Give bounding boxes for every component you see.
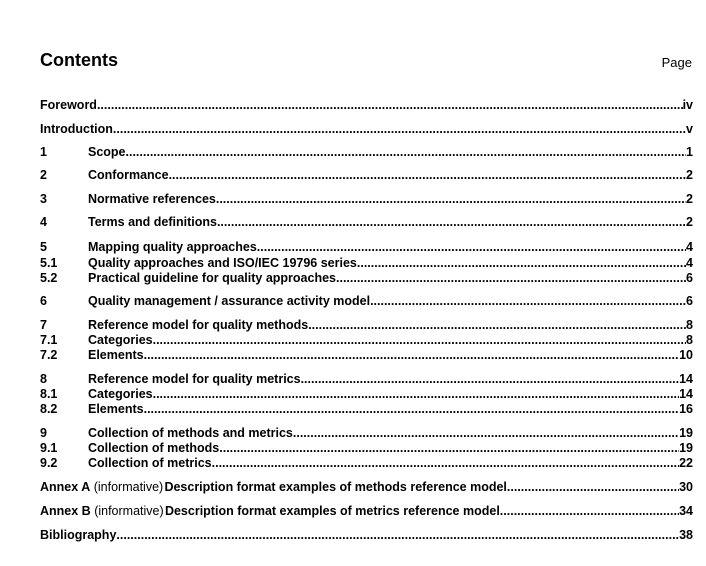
toc-section-number: 1 [40, 145, 47, 159]
toc-entry-text: Elements [88, 402, 144, 416]
toc-entry-3[interactable] [40, 192, 693, 207]
toc-entry-8-2[interactable] [40, 402, 693, 417]
toc-entry-text: Practical guideline for quality approaches [88, 271, 336, 285]
toc-page-number: 8 [686, 318, 693, 332]
leader-dots [357, 256, 686, 271]
page-column-label: Page [661, 55, 692, 70]
leader-dots [126, 145, 687, 160]
toc-entry-8-1[interactable] [40, 387, 693, 402]
toc-entry-text: Conformance [88, 168, 169, 182]
toc-section-number: 7.2 [40, 348, 58, 362]
toc-page-number: 30 [679, 480, 693, 494]
toc-page-number: 2 [686, 215, 693, 229]
toc-entry-5-1[interactable] [40, 256, 693, 271]
toc-entry-text: Bibliography [40, 528, 117, 542]
toc-entry-text: Terms and definitions [88, 215, 217, 229]
toc-section-number: 8.2 [40, 402, 58, 416]
toc-page-number: 14 [679, 387, 693, 401]
toc-entry-9-1[interactable] [40, 441, 693, 456]
toc-page-number: 19 [679, 426, 693, 440]
leader-dots [153, 387, 679, 402]
toc-entry-foreword[interactable] [40, 98, 693, 113]
toc-page-number: 38 [679, 528, 693, 542]
toc-entry-text: Scope [88, 145, 126, 159]
toc-page-number: 8 [686, 333, 693, 347]
toc-entry-text: Categories [88, 333, 153, 347]
toc-entry-7-1[interactable] [40, 333, 693, 348]
leader-dots [217, 215, 686, 230]
toc-section-number: 7 [40, 318, 47, 332]
toc-section-number: 8.1 [40, 387, 58, 401]
page-title: Contents [40, 50, 118, 70]
toc-entry-1[interactable] [40, 145, 693, 160]
toc-entry-text: Categories [88, 387, 153, 401]
annex-type: (informative) [93, 480, 164, 494]
toc-entry-text: Description format examples of metrics reference model [164, 504, 500, 518]
toc-entry-text: Collection of metrics [88, 456, 212, 470]
toc-page-number: 22 [679, 456, 693, 470]
toc-section-number: 7.1 [40, 333, 58, 347]
leader-dots [507, 480, 679, 495]
toc-entry-text: Mapping quality approaches [88, 240, 257, 254]
toc-entry-annex-a[interactable] [40, 480, 693, 495]
toc-section-number: 9.2 [40, 456, 58, 470]
toc-entry-2[interactable] [40, 168, 693, 183]
toc-section-number: 8 [40, 372, 47, 386]
leader-dots [212, 456, 679, 471]
leader-dots [144, 402, 680, 417]
toc-entry-text: Elements [88, 348, 144, 362]
toc-section-number: 9 [40, 426, 47, 440]
toc-entry-text: Description format examples of methods reference model [164, 480, 507, 494]
toc-page-number: 6 [686, 271, 693, 285]
toc-section-number: 2 [40, 168, 47, 182]
toc-entry-introduction[interactable] [40, 122, 693, 137]
toc-section-number: 5.1 [40, 256, 58, 270]
toc-entry-9[interactable] [40, 426, 693, 441]
toc-section-number: 6 [40, 294, 47, 308]
leader-dots [97, 98, 683, 113]
annex-label: Annex A [40, 480, 91, 494]
toc-page-number: v [686, 122, 693, 136]
toc-entry-text: Introduction [40, 122, 113, 136]
toc-entry-6[interactable] [40, 294, 693, 309]
toc-page-number: 4 [686, 256, 693, 270]
leader-dots [113, 122, 686, 137]
toc-page-number: 2 [686, 192, 693, 206]
toc-entry-7-2[interactable] [40, 348, 693, 363]
toc-entry-7[interactable] [40, 318, 693, 333]
toc-entry-5[interactable] [40, 240, 693, 255]
leader-dots [144, 348, 680, 363]
toc-page-number: 2 [686, 168, 693, 182]
toc-entry-text: Reference model for quality methods [88, 318, 309, 332]
leader-dots [301, 372, 680, 387]
leader-dots [169, 168, 686, 183]
toc-entry-9-2[interactable] [40, 456, 693, 471]
toc-entry-text: Collection of methods [88, 441, 220, 455]
leader-dots [500, 504, 679, 519]
toc-section-number: 3 [40, 192, 47, 206]
toc-page-number: iv [682, 98, 693, 112]
toc-section-number: 5.2 [40, 271, 58, 285]
leader-dots [216, 192, 686, 207]
annex-type: (informative) [94, 504, 164, 518]
toc-entry-5-2[interactable] [40, 271, 693, 286]
leader-dots [116, 528, 679, 543]
toc-entry-annex-b[interactable] [40, 504, 693, 519]
annex-label: Annex B [40, 504, 91, 518]
toc-page-number: 16 [679, 402, 693, 416]
toc-entry-text: Foreword [40, 98, 97, 112]
leader-dots [336, 271, 686, 286]
toc-entry-text: Quality management / assurance activity model [88, 294, 371, 308]
toc-page-number: 34 [679, 504, 693, 518]
toc-entry-text: Normative references [88, 192, 216, 206]
toc-section-number: 5 [40, 240, 47, 254]
toc-page-number: 19 [679, 441, 693, 455]
leader-dots [257, 240, 686, 255]
toc-page-number: 6 [686, 294, 693, 308]
toc-section-number: 4 [40, 215, 47, 229]
toc-entry-8[interactable] [40, 372, 693, 387]
toc-page-number: 4 [686, 240, 693, 254]
leader-dots [219, 441, 679, 456]
toc-page-number: 1 [686, 145, 693, 159]
toc-page-number: 14 [679, 372, 693, 386]
toc-entry-text: Collection of methods and metrics [88, 426, 293, 440]
toc-entry-text: Reference model for quality metrics [88, 372, 301, 386]
leader-dots [153, 333, 686, 348]
leader-dots [293, 426, 679, 441]
toc-entry-bibliography[interactable] [40, 528, 693, 543]
leader-dots [370, 294, 686, 309]
toc-entry-4[interactable] [40, 215, 693, 230]
leader-dots [308, 318, 686, 333]
toc-entry-text: Quality approaches and ISO/IEC 19796 series [88, 256, 357, 270]
toc-page-number: 10 [679, 348, 693, 362]
toc-section-number: 9.1 [40, 441, 58, 455]
